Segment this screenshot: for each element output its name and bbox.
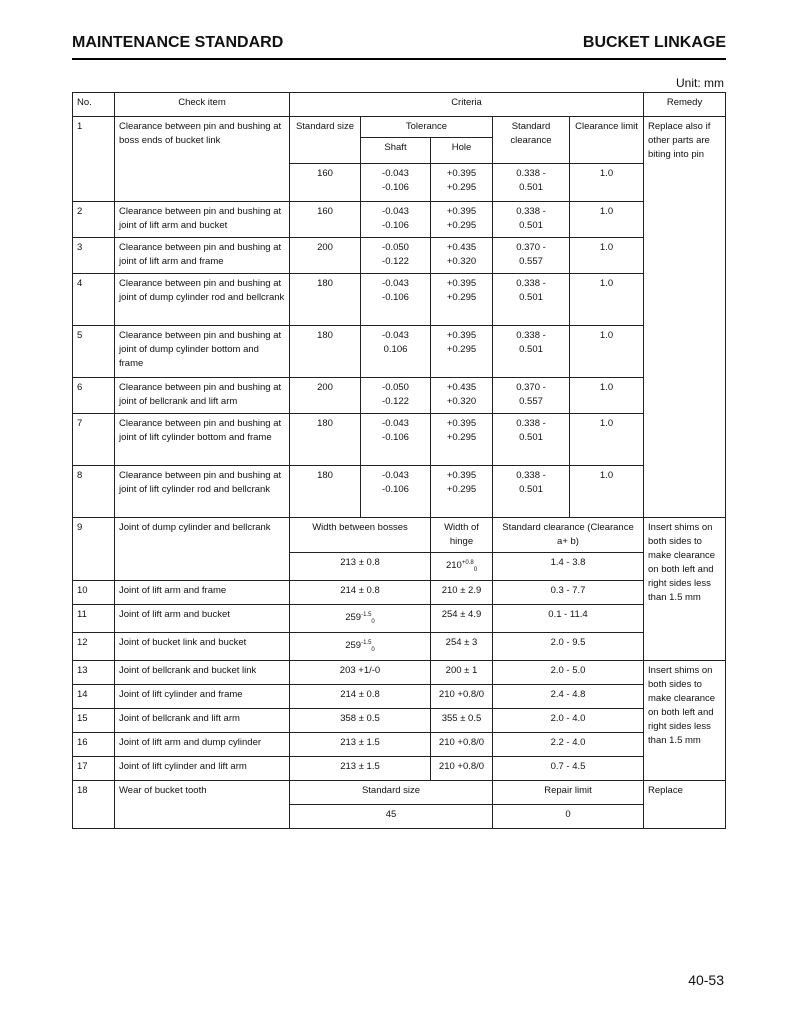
pin-row-no: 1 — [73, 117, 115, 202]
width-bosses-header: Width between bosses — [290, 518, 431, 553]
tooth-std-size: 45 — [290, 805, 493, 829]
pin-row-item: Clearance between pin and bushing at joint of lift cylinder rod and bellcrank — [115, 466, 290, 518]
joint-std-clearance-header: Standard clearance (Clearance a+ b) — [493, 518, 644, 553]
section-title: MAINTENANCE STANDARD — [72, 34, 284, 51]
joint-row-item: Joint of bucket link and bucket — [115, 633, 290, 661]
value-lower-tolerance: 0 — [371, 619, 375, 626]
joint-width-hinge: 210 +0.8/0 — [431, 757, 493, 781]
pin-row-no: 7 — [73, 414, 115, 466]
pin-size: 180 — [290, 274, 361, 326]
joint-row-no: 10 — [73, 581, 115, 605]
pin-shaft-tolerance: -0.050 -0.122 — [361, 238, 431, 274]
joint-row-no: 13 — [73, 661, 115, 685]
pin-clearance-limit: 1.0 — [570, 274, 644, 326]
pin-std-clearance: 0.338 - 0.501 — [493, 274, 570, 326]
joint-remedy-b: Insert shims on both sides to make clearance on both left and right sides less than 1.5 mm — [644, 661, 726, 781]
tooth-row-item: Wear of bucket tooth — [115, 781, 290, 829]
pin-size: 200 — [290, 238, 361, 274]
joint-width-hinge: 210 +0.8/0 — [431, 685, 493, 709]
pin-row — [73, 414, 726, 466]
pin-std-clearance: 0.370 - 0.557 — [493, 378, 570, 414]
value-upper-tolerance: -1.5 — [361, 612, 372, 619]
pin-clearance-limit: 1.0 — [570, 164, 644, 202]
joint-width-hinge: 210 ± 2.9 — [431, 581, 493, 605]
hole-header: Hole — [431, 138, 493, 164]
tooth-repair-limit-header: Repair limit — [493, 781, 644, 805]
value-lower-tolerance: 0 — [371, 647, 375, 654]
pin-clearance-limit: 1.0 — [570, 326, 644, 378]
pin-clearance-limit: 1.0 — [570, 414, 644, 466]
pin-hole-tolerance: +0.435 +0.320 — [431, 378, 493, 414]
joint-row-item: Joint of lift arm and dump cylinder — [115, 733, 290, 757]
joint-width-bosses: 213 ± 0.8 — [290, 553, 431, 581]
joint-std-clearance: 0.1 - 11.4 — [493, 605, 644, 633]
joint-std-clearance: 2.0 - 4.0 — [493, 709, 644, 733]
pin-clearance-limit: 1.0 — [570, 466, 644, 518]
pin-row-no: 2 — [73, 202, 115, 238]
pin-shaft-tolerance: -0.043 -0.106 — [361, 202, 431, 238]
joint-std-clearance: 2.4 - 4.8 — [493, 685, 644, 709]
joint-width-hinge — [431, 553, 493, 581]
value-base: 259 — [345, 640, 362, 652]
joint-width-bosses — [290, 605, 431, 633]
joint-row-item: Joint of lift arm and bucket — [115, 605, 290, 633]
joint-row-item: Joint of lift cylinder and frame — [115, 685, 290, 709]
pin-shaft-tolerance: -0.043 0.106 — [361, 326, 431, 378]
pin-size: 180 — [290, 414, 361, 466]
pin-row-no: 3 — [73, 238, 115, 274]
pin-row — [73, 238, 726, 274]
joint-row-no: 17 — [73, 757, 115, 781]
tooth-remedy: Replace — [644, 781, 726, 829]
tolerance-header: Tolerance — [361, 117, 493, 138]
joint-width-bosses — [290, 633, 431, 661]
value-upper-tolerance: -1.5 — [361, 640, 372, 647]
pin-row-no: 4 — [73, 274, 115, 326]
pin-size: 200 — [290, 378, 361, 414]
pin-row — [73, 326, 726, 378]
tooth-row — [73, 781, 726, 805]
unit-label: Unit: mm — [676, 76, 724, 90]
pin-row-item: Clearance between pin and bushing at joint of lift arm and frame — [115, 238, 290, 274]
tooth-repair-limit: 0 — [493, 805, 644, 829]
value-lower-tolerance: 0 — [473, 567, 478, 574]
pin-hole-tolerance: +0.395 +0.295 — [431, 164, 493, 202]
pin-size: 160 — [290, 164, 361, 202]
pin-row-item: Clearance between pin and bushing at joint of bellcrank and lift arm — [115, 378, 290, 414]
page-header — [72, 34, 726, 60]
joint-width-hinge: 210 +0.8/0 — [431, 733, 493, 757]
pin-row — [73, 202, 726, 238]
shaft-header: Shaft — [361, 138, 431, 164]
joint-row-no: 9 — [73, 518, 115, 581]
pin-row — [73, 274, 726, 326]
pin-std-clearance: 0.338 - 0.501 — [493, 164, 570, 202]
joint-width-hinge: 254 ± 4.9 — [431, 605, 493, 633]
pin-size: 180 — [290, 326, 361, 378]
page-number: 40-53 — [688, 972, 724, 988]
pin-shaft-tolerance: -0.050 -0.122 — [361, 378, 431, 414]
joint-std-clearance: 0.7 - 4.5 — [493, 757, 644, 781]
joint-row-item: Joint of lift arm and frame — [115, 581, 290, 605]
pin-shaft-tolerance: -0.043 -0.106 — [361, 164, 431, 202]
pin-clearance-limit: 1.0 — [570, 378, 644, 414]
col-criteria-header: Criteria — [290, 93, 644, 117]
tooth-std-size-header: Standard size — [290, 781, 493, 805]
pin-hole-tolerance: +0.395 +0.295 — [431, 274, 493, 326]
joint-row — [73, 757, 726, 781]
pin-row-item: Clearance between pin and bushing at boss ends of bucket link — [115, 117, 290, 202]
pin-row-no: 5 — [73, 326, 115, 378]
pin-std-clearance: 0.338 - 0.501 — [493, 466, 570, 518]
joint-width-bosses: 213 ± 1.5 — [290, 733, 431, 757]
joint-row — [73, 605, 726, 633]
maintenance-table — [72, 92, 726, 829]
value-base: 210 — [445, 560, 462, 572]
joint-row-item: Joint of bellcrank and lift arm — [115, 709, 290, 733]
joint-row — [73, 661, 726, 685]
pin-remedy: Replace also if other parts are biting into pin — [644, 117, 726, 518]
pin-size: 180 — [290, 466, 361, 518]
joint-width-hinge: 355 ± 0.5 — [431, 709, 493, 733]
pin-size: 160 — [290, 202, 361, 238]
col-check-header: Check item — [115, 93, 290, 117]
pin-std-clearance: 0.338 - 0.501 — [493, 326, 570, 378]
pin-std-clearance: 0.370 - 0.557 — [493, 238, 570, 274]
joint-row — [73, 685, 726, 709]
topic-title: BUCKET LINKAGE — [582, 34, 726, 51]
tooth-row-no: 18 — [73, 781, 115, 829]
joint-row — [73, 733, 726, 757]
joint-width-hinge: 254 ± 3 — [431, 633, 493, 661]
std-clearance-header: Standard clearance — [493, 117, 570, 164]
pin-clearance-limit: 1.0 — [570, 238, 644, 274]
pin-row-item: Clearance between pin and bushing at joint of lift arm and bucket — [115, 202, 290, 238]
joint-std-clearance: 2.0 - 9.5 — [493, 633, 644, 661]
joint-row — [73, 709, 726, 733]
joint-std-clearance: 2.2 - 4.0 — [493, 733, 644, 757]
joint-row-item: Joint of dump cylinder and bellcrank — [115, 518, 290, 581]
pin-shaft-tolerance: -0.043 -0.106 — [361, 466, 431, 518]
joint-row-no: 16 — [73, 733, 115, 757]
joint-std-clearance: 1.4 - 3.8 — [493, 553, 644, 581]
pin-clearance-limit: 1.0 — [570, 202, 644, 238]
std-size-header: Standard size — [290, 117, 361, 164]
pin-row-item: Clearance between pin and bushing at joint of dump cylinder rod and bellcrank — [115, 274, 290, 326]
joint-width-hinge: 200 ± 1 — [431, 661, 493, 685]
col-remedy-header: Remedy — [644, 93, 726, 117]
pin-row-no: 6 — [73, 378, 115, 414]
pin-std-clearance: 0.338 - 0.501 — [493, 202, 570, 238]
pin-row — [73, 466, 726, 518]
pin-hole-tolerance: +0.395 +0.295 — [431, 414, 493, 466]
col-no-header: No. — [73, 93, 115, 117]
pin-row-item: Clearance between pin and bushing at joint of dump cylinder bottom and frame — [115, 326, 290, 378]
joint-row-no: 11 — [73, 605, 115, 633]
joint-row-no: 15 — [73, 709, 115, 733]
pin-hole-tolerance: +0.435 +0.320 — [431, 238, 493, 274]
pin-hole-tolerance: +0.395 +0.295 — [431, 466, 493, 518]
pin-shaft-tolerance: -0.043 -0.106 — [361, 414, 431, 466]
joint-width-bosses: 358 ± 0.5 — [290, 709, 431, 733]
joint-std-clearance: 0.3 - 7.7 — [493, 581, 644, 605]
pin-row — [73, 378, 726, 414]
joint-std-clearance: 2.0 - 5.0 — [493, 661, 644, 685]
pin-row-item: Clearance between pin and bushing at joint of lift cylinder bottom and frame — [115, 414, 290, 466]
pin-std-clearance: 0.338 - 0.501 — [493, 414, 570, 466]
value-base: 259 — [345, 612, 362, 624]
joint-row — [73, 633, 726, 661]
pin-row-no: 8 — [73, 466, 115, 518]
joint-row-no: 12 — [73, 633, 115, 661]
joint-remedy-a: Insert shims on both sides to make clearance on both left and right sides less than 1.5 mm — [644, 518, 726, 661]
joint-row-no: 14 — [73, 685, 115, 709]
joint-width-bosses: 214 ± 0.8 — [290, 581, 431, 605]
joint-width-bosses: 203 +1/-0 — [290, 661, 431, 685]
joint-width-bosses: 214 ± 0.8 — [290, 685, 431, 709]
value-upper-tolerance: +0.8 — [461, 560, 474, 566]
width-hinge-header: Width of hinge — [431, 518, 493, 553]
pin-hole-tolerance: +0.395 +0.295 — [431, 202, 493, 238]
clearance-limit-header: Clearance limit — [570, 117, 644, 164]
joint-width-bosses: 213 ± 1.5 — [290, 757, 431, 781]
pin-hole-tolerance: +0.395 +0.295 — [431, 326, 493, 378]
pin-shaft-tolerance: -0.043 -0.106 — [361, 274, 431, 326]
joint-row — [73, 581, 726, 605]
joint-row-item: Joint of bellcrank and bucket link — [115, 661, 290, 685]
joint-row-item: Joint of lift cylinder and lift arm — [115, 757, 290, 781]
